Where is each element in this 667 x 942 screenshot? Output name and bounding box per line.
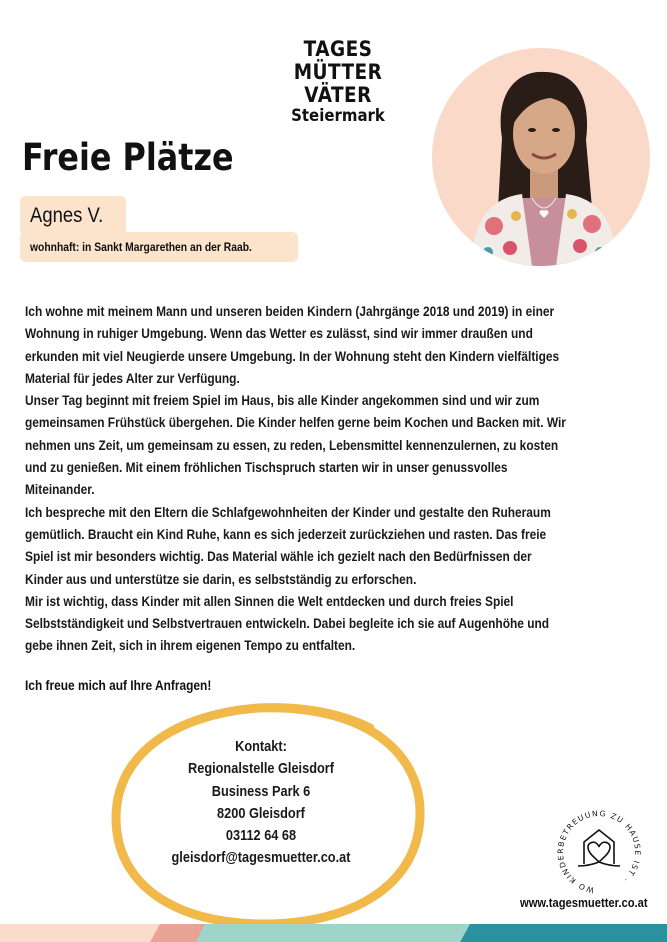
contact-street: Business Park 6: [211, 782, 311, 800]
house-heart-icon: [578, 830, 620, 866]
contact-phone[interactable]: 03112 64 68: [225, 827, 297, 845]
brand-logo: [283, 38, 393, 126]
slogan-badge: [552, 806, 646, 896]
description-line: Unser Tag beginnt mit freiem Spiel im Haus, bis alle Kinder angekommen sind und wir zum: [25, 393, 540, 410]
contact-heading: Kontakt:: [235, 738, 287, 755]
description-line: Mir ist wichtig, dass Kinder mit allen Sinnen die Welt entdecken und durch freies Spiel: [25, 593, 514, 610]
description-line: erkunden mit viel Neugierde unsere Umgebung. In der Wohnung steht den Kindern vielfältiges: [25, 348, 560, 365]
svg-text:WO KINDERBETREUUNG ZU HAUSE IS: [556, 809, 642, 895]
contact-city: 8200 Gleisdorf: [217, 804, 305, 822]
logo-line-steiermark: Steiermark: [291, 106, 385, 126]
contact-email[interactable]: gleisdorf@tagesmuetter.co.at: [171, 849, 351, 867]
footer-color-stripe: [0, 924, 667, 942]
description-text: [25, 301, 566, 658]
description-line: gemeinsamen Frühstück übergehen. Die Kinder helfen gerne beim Kochen und Backen mit. Wir: [25, 415, 566, 432]
logo-line-muetter: MÜTTER: [293, 60, 383, 84]
logo-line-tages: TAGES: [303, 37, 373, 61]
description-line: gebe ihnen Zeit, sich in ihrem eigenen Tempo zu entfalten.: [25, 638, 356, 655]
badge-ring-text: WO KINDERBETREUUNG ZU HAUSE IST ·: [555, 808, 643, 895]
website-link[interactable]: www.tagesmuetter.co.at: [520, 895, 648, 910]
description-line: Ich bespreche mit den Eltern die Schlafgewohnheiten der Kinder und gestalte den Ruheraum: [25, 504, 551, 521]
description-line: Miteinander.: [25, 482, 95, 499]
description-line: Selbstständigkeit und Selbstvertrauen entwickeln. Dabei begleite ich sie auf Augenhöhe und: [25, 616, 550, 633]
caregiver-name: Agnes V.: [30, 204, 104, 227]
closing-line: Ich freue mich auf Ihre Anfragen!: [25, 678, 212, 694]
description-line: und zu genießen. Mit einem fröhlichen Tischspruch starten wir in unser genussvolles: [25, 460, 508, 477]
description-line: Wohnung in ruhiger Umgebung. Wenn das Wetter es zulässt, sind wir immer draußen und: [25, 326, 533, 343]
description-line: Material für jedes Alter zur Verfügung.: [25, 370, 240, 387]
contact-office: Regionalstelle Gleisdorf: [188, 760, 334, 778]
description-line: nehmen uns Zeit, um gemeinsam zu essen, zu reden, Lebensmittel kennenzulernen, zu kosten: [25, 437, 559, 454]
portrait-photo: [432, 48, 650, 266]
contact-block: [130, 736, 392, 870]
caregiver-location: wohnhaft: in Sankt Margarethen an der Raab.: [30, 240, 252, 254]
description-line: Ich wohne mit meinem Mann und unseren beiden Kindern (Jahrgänge 2018 und 2019) in einer: [25, 304, 555, 320]
logo-line-vaeter: VÄTER: [304, 83, 372, 107]
person-portrait-icon: [432, 48, 650, 266]
page-title: Freie Plätze: [22, 136, 234, 179]
description-line: Kinder aus und unterstütze sie darin, es selbstständig zu erforschen.: [25, 571, 417, 588]
description-line: Spiel ist mir besonders wichtig. Das Material wähle ich gezielt nach den Bedürfnissen der: [25, 549, 532, 566]
description-line: gemütlich. Braucht ein Kind Ruhe, kann es sich jederzeit zurückziehen und rasten. Das freie: [25, 526, 547, 543]
